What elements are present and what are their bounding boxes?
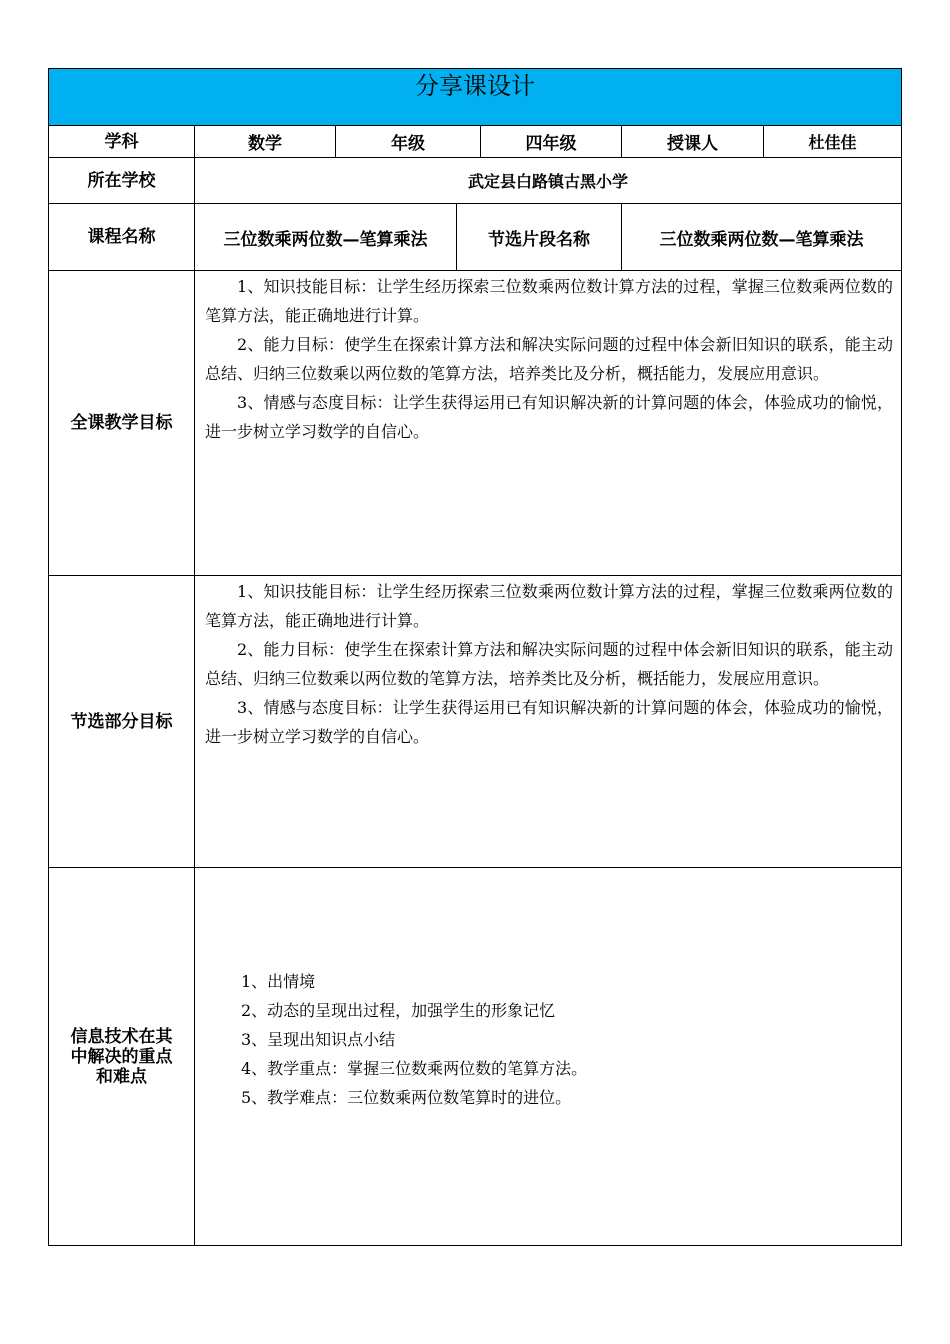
full-goals-paragraph: 3、情感与态度目标：让学生获得运用已有知识解决新的计算问题的体会，体验成功的愉悦，进一步树立学习数学的自信心。 [205,393,894,441]
school-value: 武定县白路镇古黑小学 [195,158,902,204]
list-item: 4、教学重点：掌握三位数乘两位数的笔算方法。 [241,1059,588,1078]
course-name-label: 课程名称 [49,204,195,271]
teacher-value: 杜佳佳 [764,126,902,158]
it-section-label [49,868,195,1246]
list-item: 5、教学难点：三位数乘两位数笔算时的进位。 [241,1088,572,1107]
full-goals-paragraph: 1、知识技能目标：让学生经历探索三位数乘两位数计算方法的过程，掌握三位数乘两位数的笔算方法，能正确地进行计算。 [205,277,894,325]
teacher-label: 授课人 [622,126,764,158]
list-item: 1、出情境 [241,972,316,991]
segment-goals-paragraph: 3、情感与态度目标：让学生获得运用已有知识解决新的计算问题的体会，体验成功的愉悦，进一步树立学习数学的自信心。 [205,698,894,746]
it-section-label-text: 信息技术在其中解决的重点和难点 [70,1026,173,1087]
segment-name-label: 节选片段名称 [457,204,622,271]
full-goals-content [195,271,902,576]
school-label: 所在学校 [49,158,195,204]
segment-goals-content [195,576,902,868]
grade-value: 四年级 [481,126,622,158]
grade-label: 年级 [336,126,481,158]
full-goals-paragraph: 2、能力目标：使学生在探索计算方法和解决实际问题的过程中体会新旧知识的联系，能主动总结、归纳三位数乘以两位数的笔算方法，培养类比及分析，概括能力，发展应用意识。 [205,335,894,383]
lesson-design-table [48,68,902,1246]
segment-goals-paragraph: 2、能力目标：使学生在探索计算方法和解决实际问题的过程中体会新旧知识的联系，能主动总结、归纳三位数乘以两位数的笔算方法，培养类比及分析，概括能力，发展应用意识。 [205,640,894,688]
it-section-content [195,868,902,1246]
title-banner [49,69,902,126]
full-goals-label: 全课教学目标 [49,271,195,576]
segment-name-value: 三位数乘两位数—笔算乘法 [622,204,902,271]
list-item: 2、动态的呈现出过程，加强学生的形象记忆 [241,1001,556,1020]
segment-goals-paragraph: 1、知识技能目标：让学生经历探索三位数乘两位数计算方法的过程，掌握三位数乘两位数的笔算方法，能正确地进行计算。 [205,582,894,630]
course-name-value: 三位数乘两位数—笔算乘法 [195,204,457,271]
page-title: 分享课设计 [415,72,536,100]
subject-value: 数学 [195,126,336,158]
list-item: 3、呈现出知识点小结 [241,1030,396,1049]
subject-label: 学科 [49,126,195,158]
segment-goals-label: 节选部分目标 [49,576,195,868]
